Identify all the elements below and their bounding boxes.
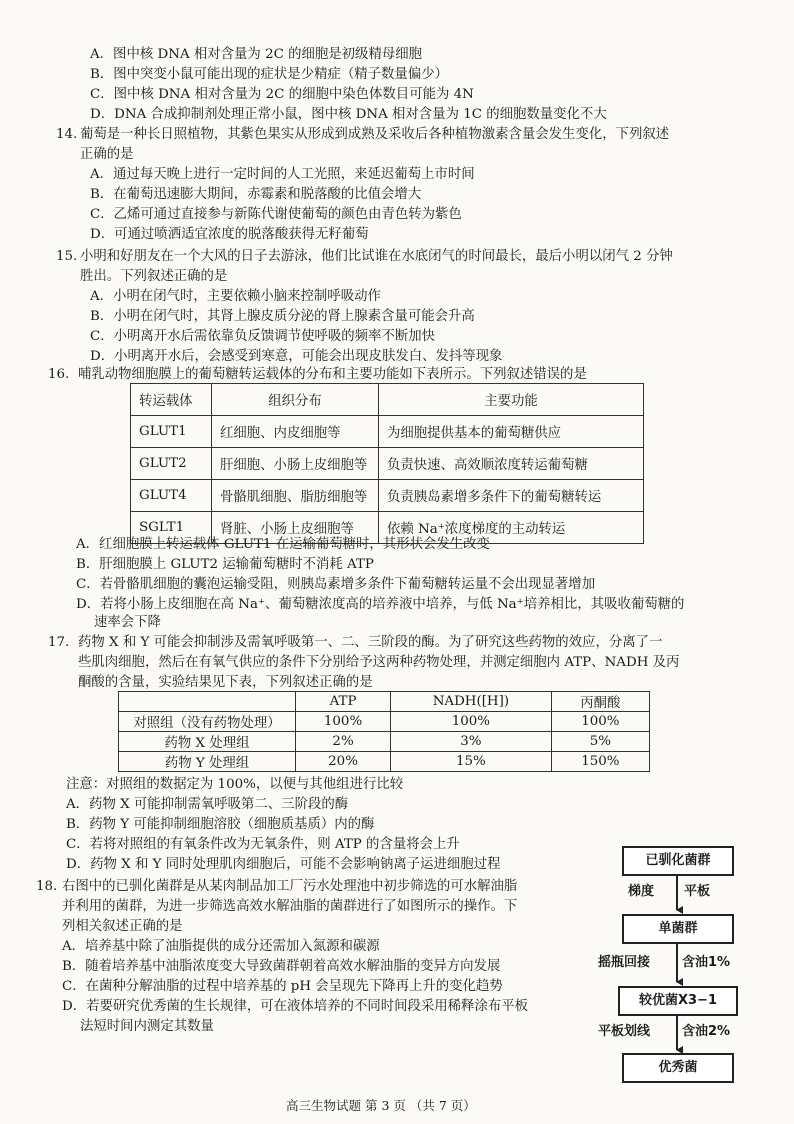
table-cell: 负责胰岛素增多条件下的葡萄糖转运	[379, 480, 644, 512]
table-cell: 15%	[391, 752, 552, 772]
q13-option-c: C．图中核 DNA 相对含量为 2C 的细胞中染色体数目可能为 4N	[90, 87, 474, 102]
table-cell: 肾脏、小肠上皮细胞等	[212, 512, 379, 544]
drug-effect-table	[118, 691, 650, 772]
flow-box-single-flora: 单菌群	[622, 914, 734, 944]
table-cell: SGLT1	[131, 512, 212, 544]
q18-option-d-cont: 法短时间内测定其数量	[80, 1019, 214, 1034]
flow-step-label: 平板划线	[598, 1024, 651, 1039]
q17-stem-2: 些肌肉细胞，然后在有氧气供应的条件下分别给予这两种药物处理，并测定细胞内 ATP、NADH 及丙	[78, 655, 680, 670]
q14-option-d: D．可通过喷洒适宜浓度的脱落酸获得无籽葡萄	[90, 227, 369, 242]
q14-number: 14.	[56, 127, 78, 142]
header-cell: 丙酮酸	[551, 692, 649, 712]
table-cell: 100%	[551, 712, 649, 732]
q18-stem-3: 列相关叙述正确的是	[62, 919, 183, 934]
q15-stem-1: 小明和好朋友在一个大风的日子去游泳，他们比试谁在水底闭气的时间最长，最后小明以闭气 2 分钟	[80, 249, 673, 264]
table-cell: 肝细胞、小肠上皮细胞等	[212, 448, 379, 480]
flow-step-label: 摇瓶回接	[598, 955, 651, 970]
q15-stem-2: 胜出。下列叙述正确的是	[80, 269, 228, 284]
q14-option-c: C．乙烯可通过直接参与新陈代谢使葡萄的颜色由青色转为紫色	[90, 207, 462, 222]
q17-number: 17.	[48, 635, 70, 650]
header-cell: NADH([H])	[391, 692, 552, 712]
q17-option-d: D．药物 X 和 Y 同时处理肌肉细胞后，可能不会影响钠离子运进细胞过程	[66, 857, 501, 872]
q18-option-c: C．在菌种分解油脂的过程中培养基的 pH 会呈现先下降再上升的变化趋势	[62, 979, 503, 994]
q16-option-a: A．红细胞膜上转运载体 GLUT1 在运输葡萄糖时，其形状会发生改变	[76, 537, 490, 552]
table-cell: GLUT2	[131, 448, 212, 480]
q17-note: 注意：对照组的数据定为 100%，以便与其他组进行比较	[66, 777, 404, 792]
q15-option-b: B．小明在闭气时，其肾上腺皮质分泌的肾上腺素含量可能会升高	[90, 309, 475, 324]
q14-stem-1: 葡萄是一种长日照植物，其紫色果实从形成到成熟及采收后各种植物激素含量会发生变化，下列叙述	[80, 127, 670, 142]
table-cell: 2%	[296, 732, 391, 752]
q14-option-b: B．在葡萄迅速膨大期间，赤霉素和脱落酸的比值会增大	[90, 187, 422, 202]
table-cell: GLUT4	[131, 480, 212, 512]
q16-option-d-cont: 速率会下降	[94, 615, 161, 630]
flow-box-excellent-strain: 优秀菌	[622, 1053, 734, 1083]
q17-stem-1: 药物 X 和 Y 可能会抑制涉及需氧呼吸第一、二、三阶段的酶。为了研究这些药物的效应，分离了一	[78, 635, 663, 650]
table-row	[119, 732, 650, 752]
q15-number: 15.	[56, 249, 78, 264]
q18-option-b: B．随着培养基中油脂浓度变大导致菌群朝着高效水解油脂的变异方向发展	[62, 959, 501, 974]
q18-stem-1: 右图中的已驯化菌群是从某肉制品加工厂污水处理池中初步筛选的可水解油脂	[62, 879, 518, 894]
q18-stem-2: 并利用的菌群，为进一步筛选高效水解油脂的菌群进行了如图所示的操作。下	[62, 899, 518, 914]
table-row	[131, 480, 644, 512]
table-header-row	[119, 692, 650, 712]
q16-stem: 哺乳动物细胞膜上的葡萄糖转运载体的分布和主要功能如下表所示。下列叙述错误的是	[78, 367, 587, 382]
header-cell: 主要功能	[379, 384, 644, 416]
flow-box-domesticated-flora: 已驯化菌群	[622, 846, 734, 876]
header-cell	[119, 692, 296, 712]
q13-option-a: A．图中核 DNA 相对含量为 2C 的细胞是初级精母细胞	[90, 47, 423, 62]
q18-number: 18.	[36, 879, 58, 894]
q17-stem-3: 酮酸的含量，实验结果见下表，下列叙述正确的是	[78, 675, 373, 690]
header-cell: ATP	[296, 692, 391, 712]
header-cell: 组织分布	[212, 384, 379, 416]
table-cell: 负责快速、高效顺浓度转运葡萄糖	[379, 448, 644, 480]
table-cell: 3%	[391, 732, 552, 752]
table-cell: 20%	[296, 752, 391, 772]
table-row	[131, 416, 644, 448]
q16-option-c: C．若骨骼肌细胞的囊泡运输受阻，则胰岛素增多条件下葡萄糖转运量不会出现显著增加	[76, 577, 596, 592]
q16-option-d: D．若将小肠上皮细胞在高 Na⁺、葡萄糖浓度高的培养液中培养，与低 Na⁺培养相比，其吸收葡萄糖的	[76, 597, 685, 612]
q13-option-d: D．DNA 合成抑制剂处理正常小鼠，图中核 DNA 相对含量为 1C 的细胞数量变化不大	[90, 107, 607, 122]
q18-option-d: D．若要研究优秀菌的生长规律，可在液体培养的不同时间段采用稀释涂布平板	[62, 999, 529, 1014]
table-cell: 为细胞提供基本的葡萄糖供应	[379, 416, 644, 448]
table-row	[119, 752, 650, 772]
q17-option-a: A．药物 X 可能抑制需氧呼吸第二、三阶段的酶	[66, 797, 349, 812]
q14-stem-2: 正确的是	[80, 147, 134, 162]
flow-step-label: 含油1%	[682, 955, 731, 970]
table-row	[119, 712, 650, 732]
table-cell: 100%	[391, 712, 552, 732]
flow-step-label: 含油2%	[682, 1024, 731, 1039]
glucose-transporter-table	[130, 383, 644, 544]
table-row	[131, 448, 644, 480]
q18-option-a: A．培养基中除了油脂提供的成分还需加入氮源和碳源	[62, 939, 380, 954]
table-cell: 药物 Y 处理组	[119, 752, 296, 772]
table-cell: 依赖 Na⁺浓度梯度的主动转运	[379, 512, 644, 544]
table-cell: 150%	[551, 752, 649, 772]
q17-option-c: C．若将对照组的有氧条件改为无氧条件，则 ATP 的含量将会上升	[66, 837, 460, 852]
q16-option-b: B．肝细胞膜上 GLUT2 运输葡萄糖时不消耗 ATP	[76, 557, 374, 572]
q15-option-d: D．小明离开水后，会感受到寒意，可能会出现皮肤发白、发抖等现象	[90, 349, 503, 364]
q14-option-a: A．通过每天晚上进行一定时间的人工光照，来延迟葡萄上市时间	[90, 167, 475, 182]
q16-number: 16.	[48, 367, 70, 382]
q15-option-a: A．小明在闭气时，主要依赖小脑来控制呼吸动作	[90, 289, 381, 304]
table-cell: 骨骼肌细胞、脂肪细胞等	[212, 480, 379, 512]
q13-option-b: B．图中突变小鼠可能出现的症状是少精症（精子数量偏少）	[90, 67, 448, 82]
flow-box-better-strain: 较优菌X3−1	[618, 986, 738, 1016]
flow-step-label: 平板	[684, 884, 711, 899]
header-cell: 转运载体	[131, 384, 212, 416]
table-header-row	[131, 384, 644, 416]
page-footer: 高三生物试题 第 3 页 （共 7 页）	[286, 1098, 476, 1113]
table-cell: 5%	[551, 732, 649, 752]
table-cell: 对照组（没有药物处理）	[119, 712, 296, 732]
q17-option-b: B．药物 Y 可能抑制细胞溶胶（细胞质基质）内的酶	[66, 817, 375, 832]
flow-step-label: 梯度	[628, 884, 655, 899]
table-cell: GLUT1	[131, 416, 212, 448]
table-cell: 100%	[296, 712, 391, 732]
table-cell: 红细胞、内皮细胞等	[212, 416, 379, 448]
table-cell: 药物 X 处理组	[119, 732, 296, 752]
q15-option-c: C．小明离开水后需依靠负反馈调节使呼吸的频率不断加快	[90, 329, 436, 344]
